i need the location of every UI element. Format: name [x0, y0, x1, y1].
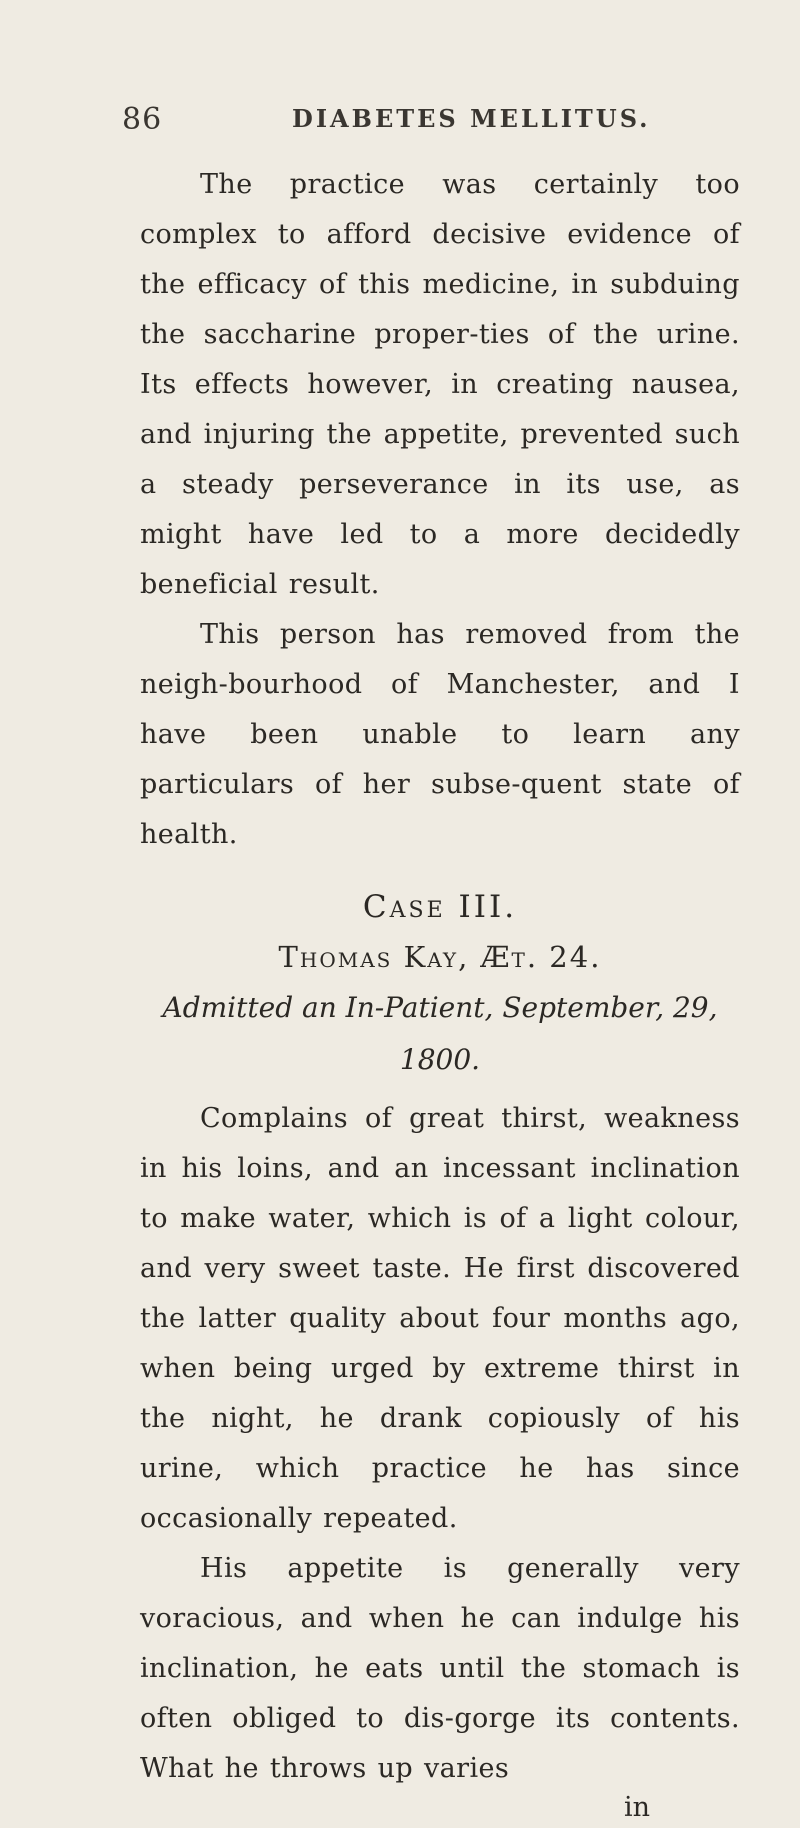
admission-date-heading: Admitted an In-Patient, September, 29, 1800.: [162, 991, 718, 1076]
page-number: 86: [122, 102, 163, 137]
paragraph-4: His appetite is generally very voracious, and when he can indulge his inclination, he eats until the stomach is often obliged to dis-gorge its contents. What he throws up varies: [140, 1553, 740, 1784]
paragraph-3: Complains of great thirst, weakness in his loins, and an incessant inclination to make water, which is of a light colour, and very sweet taste. He first discovered the latter quality about four months ago, when being urged by extreme thirst in the night, he drank copiously of his urine, which practice he has since occasionally repeated.: [140, 1103, 740, 1534]
case-heading: Case III.: [362, 889, 518, 925]
paragraph-2: This person has removed from the neigh-bourhood of Manchester, and I have been unable to learn any particulars of her subse-quent state of health.: [140, 619, 740, 850]
catchword: in: [623, 1792, 650, 1823]
body-text: [140, 160, 740, 1828]
paragraph-1: The practice was certainly too complex to afford decisive evidence of the efficacy of this medicine, in subduing the saccharine proper-ties of the urine. Its effects however, in creating nausea, and injuring the appetite, prevented such a steady perseverance in its use, as might have led to a more decidedly beneficial result.: [140, 169, 740, 600]
page-header: [122, 96, 742, 146]
running-head: DIABETES MELLITUS.: [292, 104, 651, 133]
patient-name-heading: Thomas Kay, Æt. 24.: [278, 940, 602, 974]
